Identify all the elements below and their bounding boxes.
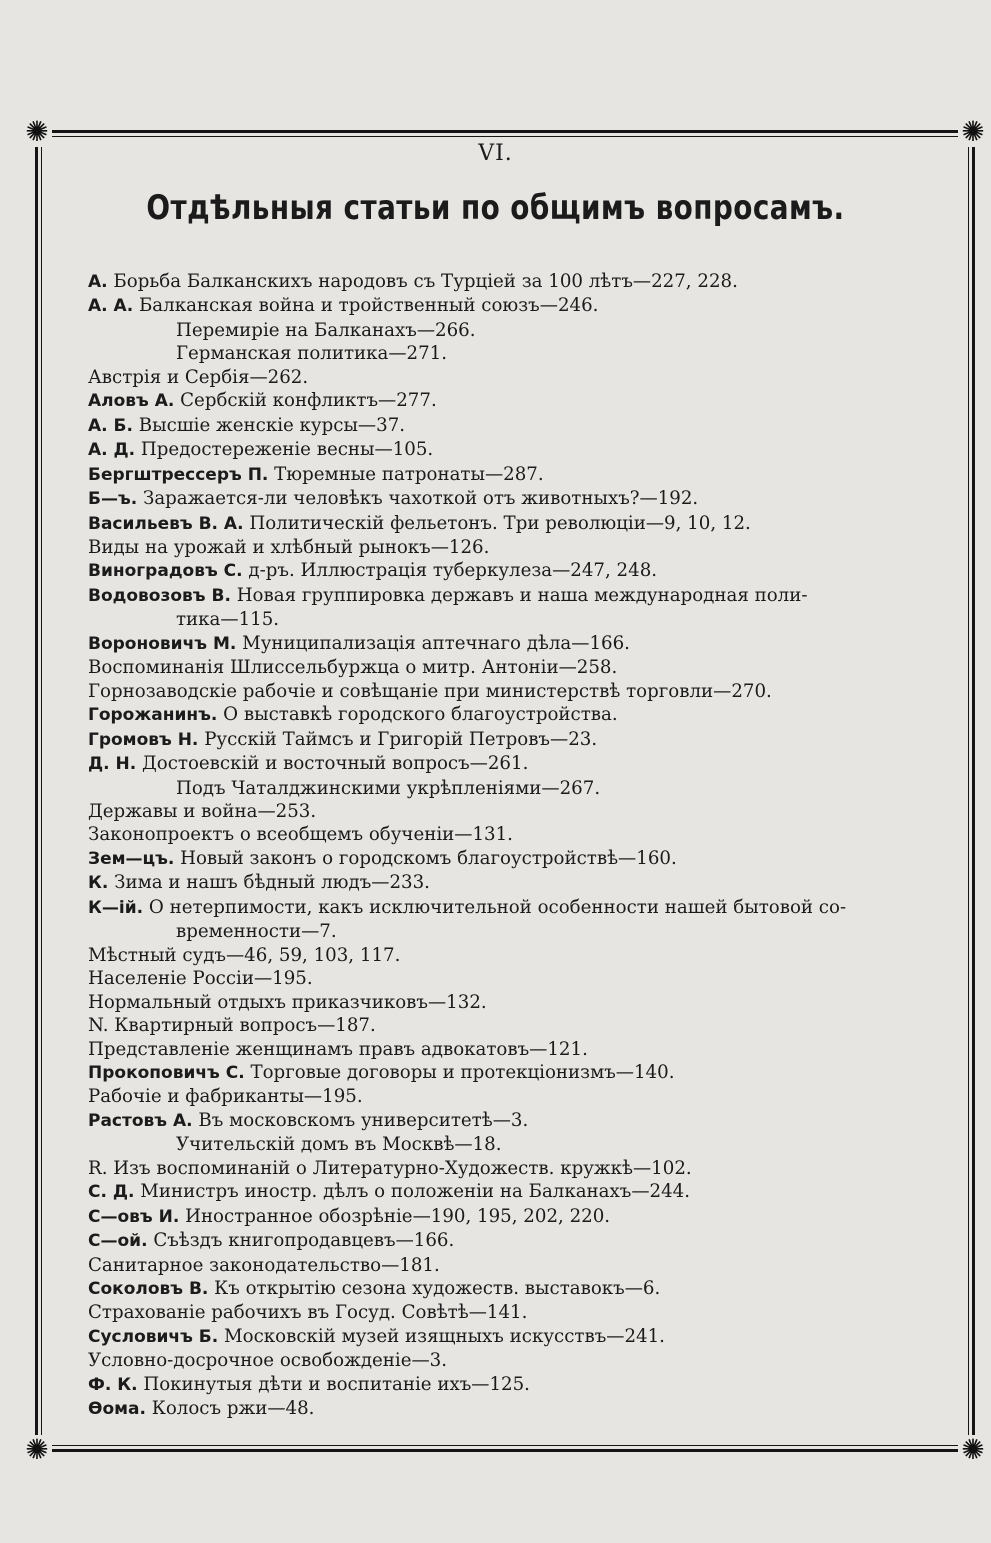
entry-text: О выставкѣ городского благоустройства. (217, 704, 618, 726)
entry-text: Новый законъ о городскомъ благоустройствѣ—160. (174, 847, 677, 869)
index-entry (88, 1397, 968, 1421)
entry-text: Покинутыя дѣти и воспитаніе ихъ—125. (137, 1373, 530, 1395)
entry-author: А. (88, 272, 108, 292)
entry-text: Политическій фельетонъ. Три революціи—9, 10, 12. (243, 512, 751, 534)
entry-text: Муниципализація аптечнаго дѣла—166. (236, 632, 630, 654)
entry-author: Аловъ А. (88, 391, 175, 412)
entry-text: R. Изъ воспоминаній о Литературно-Художеств. кружкѣ—102. (88, 1157, 692, 1179)
index-entry (88, 319, 968, 342)
index-entry (88, 967, 968, 990)
entry-author: Соколовъ В. (88, 1279, 209, 1300)
entry-text: Законопроектъ о всеобщемъ обученіи—131. (88, 824, 513, 846)
entry-text: Русскій Таймсъ и Григорій Петровъ—23. (198, 728, 598, 750)
index-entry (88, 1325, 968, 1349)
entry-author: Виноградовъ С. (88, 561, 243, 582)
index-entry (88, 414, 968, 438)
entry-text: Торговые договоры и протекціонизмъ—140. (244, 1061, 675, 1083)
index-entry (88, 656, 968, 679)
entry-author: С. Д. (88, 1182, 135, 1203)
entry-author: Б—ъ. (88, 489, 138, 510)
entry-text: Тюремные патронаты—287. (268, 463, 544, 485)
entry-author: Бергштрессеръ П. (88, 464, 269, 485)
entry-text: Министръ иностр. дѣлъ о положеніи на Балканахъ—244. (134, 1181, 691, 1203)
entry-author: Горожанинъ. (88, 705, 218, 726)
index-entry (88, 536, 968, 559)
entry-author: С—ой. (88, 1231, 148, 1252)
index-entry (88, 1109, 968, 1133)
index-entry (88, 896, 968, 920)
rosette-icon: ✺ (22, 117, 52, 147)
index-entry (88, 991, 968, 1014)
entry-author: Зем—цъ. (88, 848, 175, 869)
index-entry (88, 871, 968, 895)
index-entry (88, 559, 968, 583)
entry-author: Водовозовъ В. (88, 585, 231, 606)
index-entry (88, 389, 968, 413)
entry-text: О нетерпимости, какъ исключительной особенности нашей бытовой со- (143, 896, 847, 918)
entry-text: Учительскій домъ въ Москвѣ—18. (176, 1134, 502, 1156)
index-entry (88, 463, 968, 487)
entry-author: Ф. К. (88, 1374, 138, 1395)
rosette-icon: ✺ (958, 1435, 988, 1465)
index-entry (88, 294, 968, 318)
entry-text: Подъ Чаталджинскими укрѣпленіями—267. (176, 777, 601, 799)
entry-author: Громовъ Н. (88, 729, 199, 750)
entry-text: Страхованіе рабочихъ въ Госуд. Совѣтѣ—141. (88, 1302, 528, 1324)
index-entry (88, 342, 968, 365)
entry-text: Санитарное законодательство—181. (88, 1254, 440, 1276)
entry-text: Достоевскій и восточный вопросъ—261. (136, 753, 529, 775)
entry-text: Въ московскомъ университетѣ—3. (192, 1109, 529, 1131)
entry-author: А. Д. (88, 440, 136, 461)
index-entry (88, 728, 968, 752)
index-entry (88, 270, 968, 294)
entry-author: А. Б. (88, 415, 133, 436)
entry-text: Новая группировка державъ и наша международная поли- (230, 584, 808, 606)
index-entry (88, 1373, 968, 1397)
index-entry (88, 1277, 968, 1301)
entry-text: Нормальный отдыхъ приказчиковъ—132. (88, 991, 487, 1013)
index-entry (88, 632, 968, 656)
index-entry (88, 823, 968, 846)
entry-text: Иностранное обозрѣніе—190, 195, 202, 220. (179, 1205, 611, 1227)
entry-text: временности—7. (176, 921, 337, 943)
entry-text: тика—115. (176, 609, 280, 631)
rosette-icon: ✺ (958, 117, 988, 147)
entry-text: Державы и война—253. (88, 800, 317, 822)
entry-text: N. Квартирный вопросъ—187. (88, 1015, 376, 1037)
page-number: VI. (478, 141, 513, 166)
index-entry (88, 1180, 968, 1204)
entry-text: Заражается-ли человѣкъ чахоткой отъ животныхъ?—192. (137, 488, 699, 510)
index-entry (88, 1014, 968, 1037)
entry-author: С—овъ И. (88, 1206, 180, 1227)
index-entry (88, 1205, 968, 1229)
index-entry (88, 1038, 968, 1061)
index-entry (88, 1061, 968, 1085)
entry-text: Балканская война и тройственный союзъ—246. (133, 295, 599, 317)
entry-author: К—ій. (88, 897, 144, 918)
entry-text: Горнозаводскіе рабочіе и совѣщаніе при министерствѣ торговли—270. (88, 680, 772, 702)
entry-text: д-ръ. Иллюстрація туберкулеза—247, 248. (242, 560, 658, 582)
index-entry (88, 920, 968, 943)
index-entry (88, 512, 968, 536)
entry-author: Д. Н. (88, 754, 137, 775)
rosette-icon: ✺ (22, 1435, 52, 1465)
index-entry (88, 944, 968, 967)
entry-text: Населеніе Россіи—195. (88, 968, 313, 990)
entry-text: Перемиріе на Балканахъ—266. (176, 319, 476, 341)
entry-text: Предостереженіе весны—105. (135, 439, 434, 461)
entry-text: Представленіе женщинамъ правъ адвокатовъ—121. (88, 1038, 588, 1060)
index-entry (88, 1254, 968, 1277)
entry-text: Высшіе женскіе курсы—37. (132, 414, 406, 436)
index-entry (88, 680, 968, 703)
entry-text: Борьба Балканскихъ народовъ съ Турціей за 100 лѣтъ—227, 228. (107, 271, 738, 292)
entry-text: Съѣздъ книгопродавцевъ—166. (147, 1230, 455, 1252)
index-entry (88, 1349, 968, 1372)
entry-text: Рабочіе и фабриканты—195. (88, 1086, 363, 1108)
entry-text: Германская политика—271. (176, 343, 448, 365)
index-entry (88, 1301, 968, 1324)
index-entry (88, 487, 968, 511)
page-title: Отдѣльныя статьи по общимъ вопросамъ. (146, 188, 845, 228)
entry-text: Воспоминанія Шлиссельбуржца о митр. Антоніи—258. (88, 657, 618, 679)
index-entry (88, 1229, 968, 1253)
entry-author: Вороновичъ М. (88, 633, 237, 654)
entry-author: Сусловичъ Б. (88, 1326, 219, 1347)
entry-text: Австрія и Сербія—262. (88, 366, 309, 388)
entry-text: Условно-досрочное освобожденіе—3. (88, 1350, 448, 1372)
entry-text: Зима и нашъ бѣдный людъ—233. (108, 872, 430, 894)
entry-author: Прокоповичъ С. (88, 1062, 245, 1083)
entry-text: Мѣстный судъ—46, 59, 103, 117. (88, 944, 401, 966)
index-entry (88, 366, 968, 389)
index-entry (88, 800, 968, 823)
entry-author: Васильевъ В. А. (88, 513, 244, 534)
index-entry (88, 777, 968, 800)
index-entry (88, 752, 968, 776)
index-entry (88, 438, 968, 462)
entry-text: Колосъ ржи—48. (145, 1398, 315, 1420)
entry-author: К. (88, 873, 109, 894)
index-entry (88, 1085, 968, 1108)
entry-text: Виды на урожай и хлѣбный рынокъ—126. (88, 536, 490, 558)
index-entry (88, 1157, 968, 1180)
index-entry (88, 847, 968, 871)
entry-text: Сербскій конфликтъ—277. (174, 390, 437, 412)
entry-text: Къ открытію сезона художеств. выставокъ—6. (208, 1278, 661, 1300)
index-entry (88, 703, 968, 727)
entry-text: Московскій музей изящныхъ искусствъ—241. (218, 1325, 665, 1347)
entry-author: Растовъ А. (88, 1110, 193, 1131)
index-entry (88, 1133, 968, 1156)
article-index-list (88, 270, 968, 1422)
index-entry (88, 584, 968, 608)
index-entry (88, 608, 968, 631)
entry-author: А. А. (88, 296, 134, 317)
entry-author: Ѳома. (88, 1399, 146, 1420)
